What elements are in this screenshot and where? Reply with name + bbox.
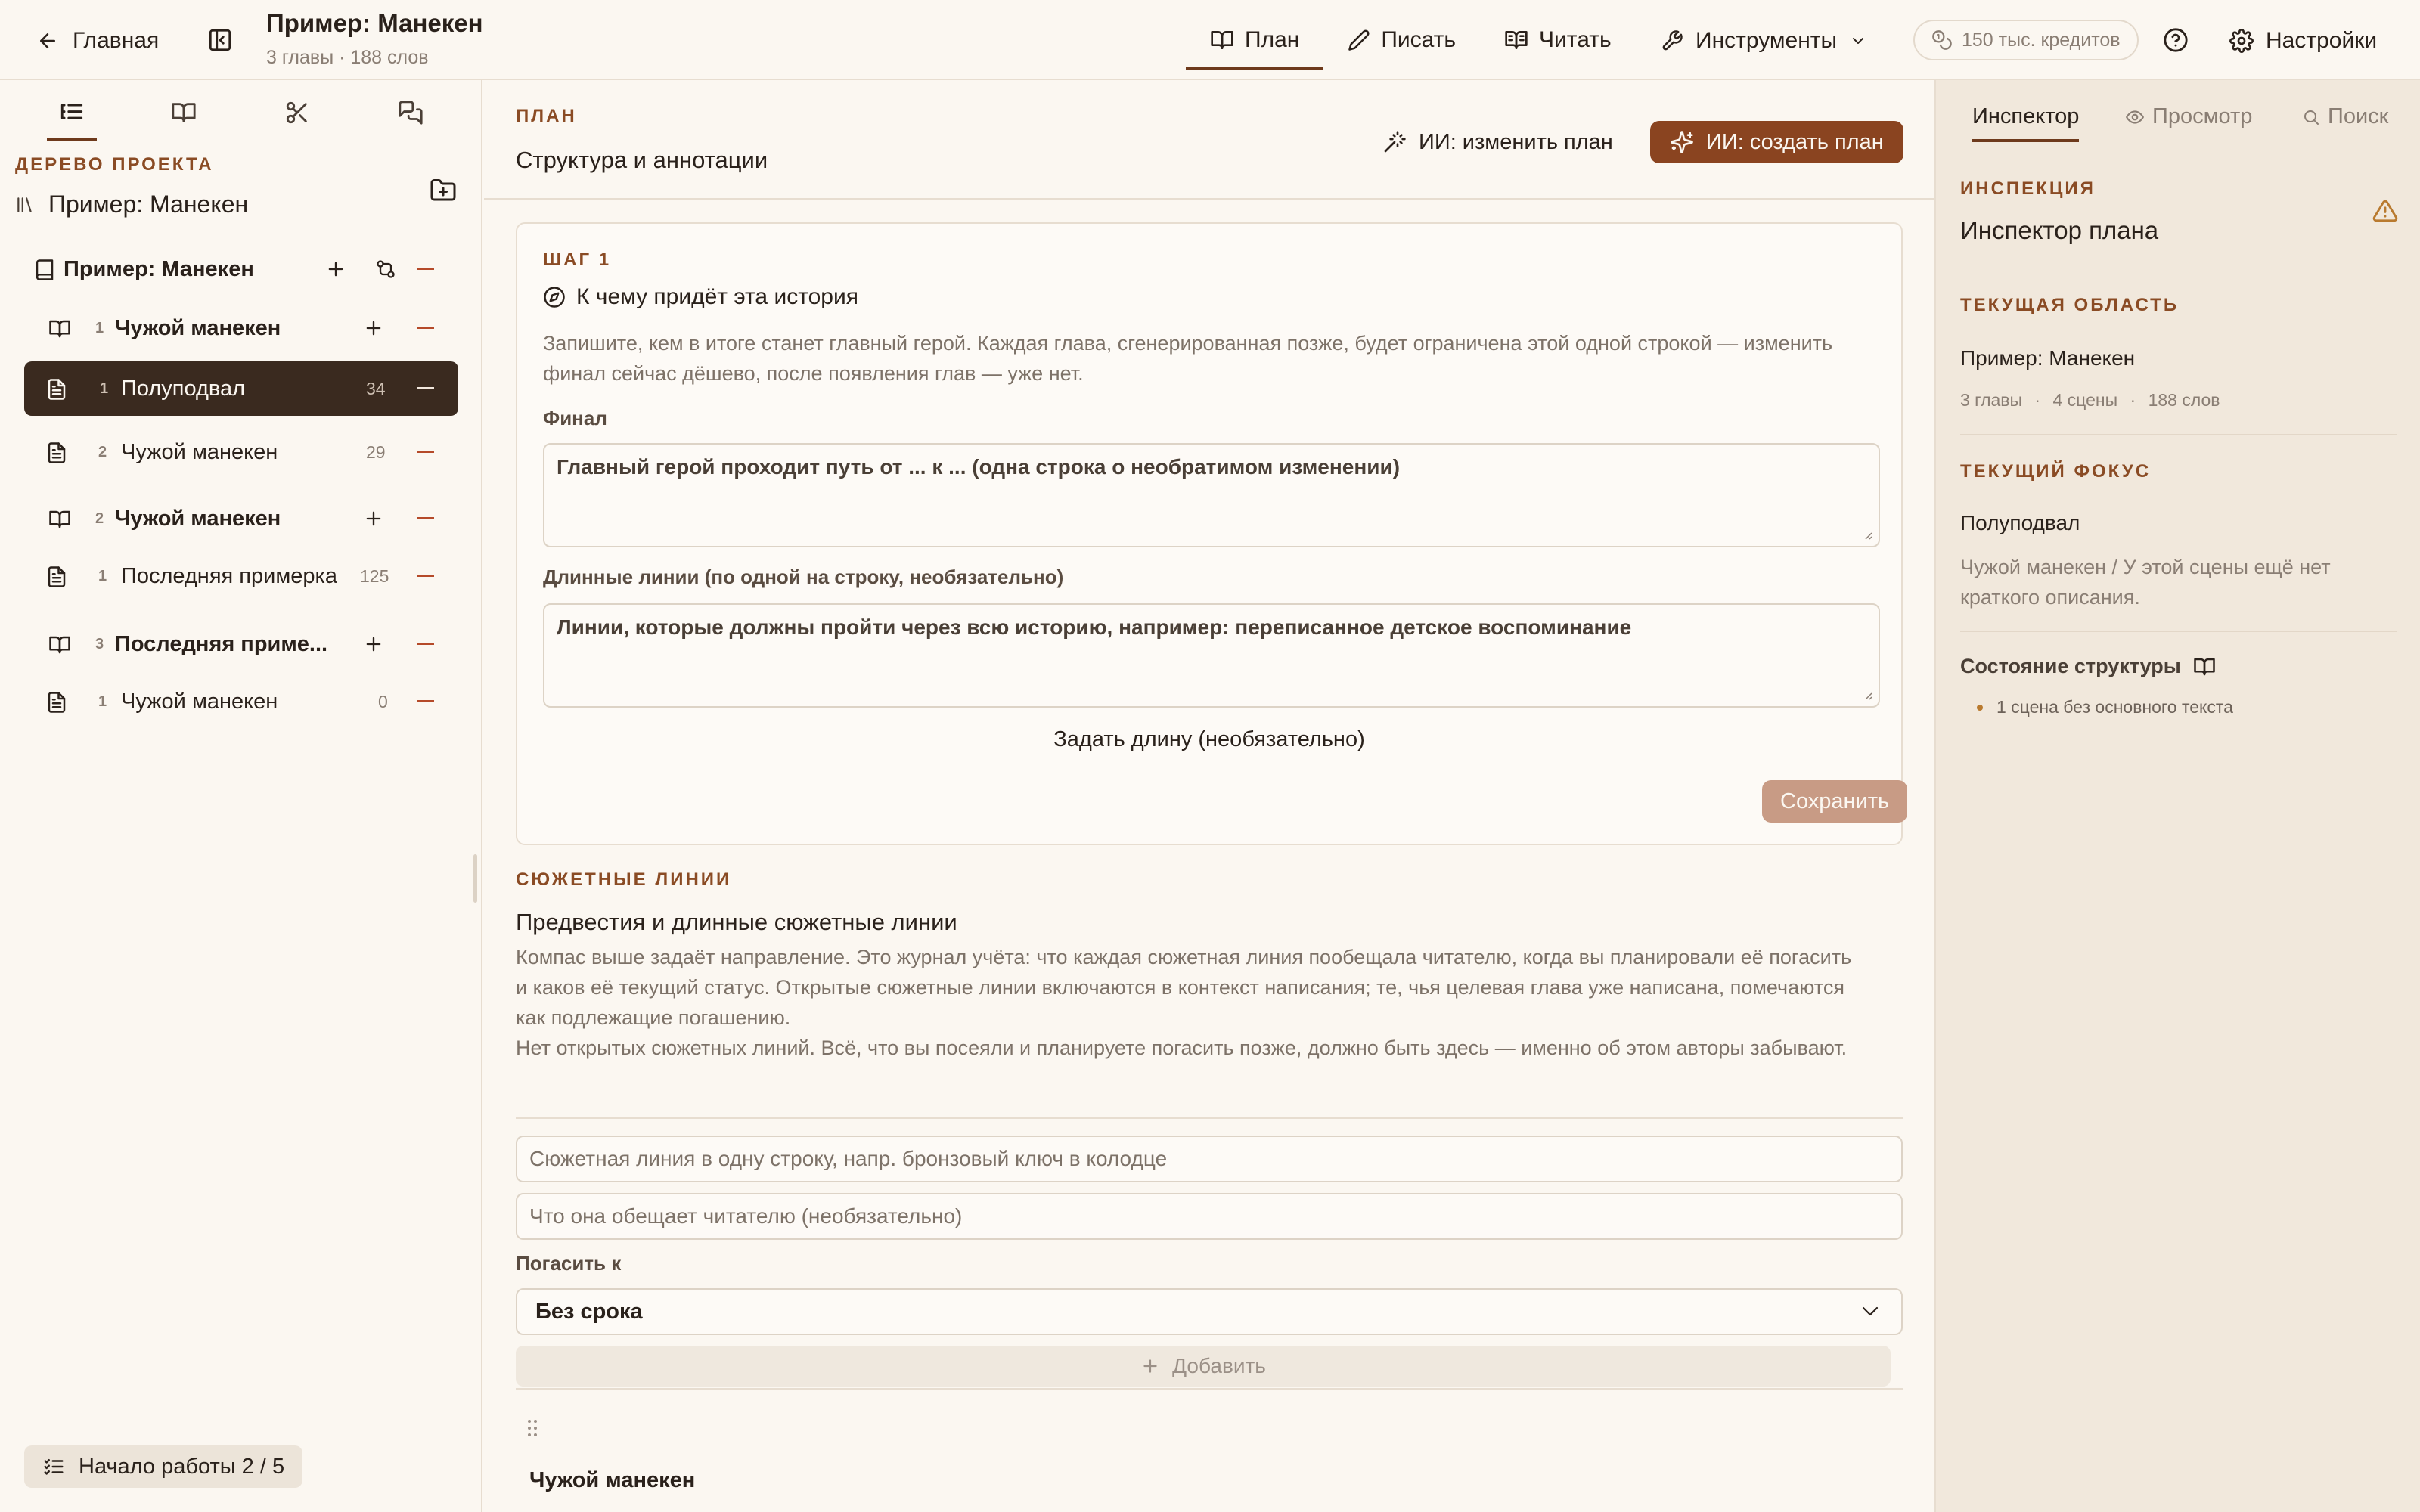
remove-icon[interactable] xyxy=(417,643,434,645)
home-label: Главная xyxy=(73,28,160,53)
help-icon[interactable] xyxy=(2163,27,2189,53)
tree-label: ДЕРЕВО ПРОЕКТА xyxy=(15,154,214,175)
scope-name: Пример: Манекен xyxy=(1960,346,2136,370)
plus-icon xyxy=(1140,1356,1160,1376)
divider xyxy=(516,1388,1903,1390)
thread-input[interactable] xyxy=(516,1136,1903,1182)
payoff-label: Погасить к xyxy=(516,1252,622,1275)
add-label: Добавить xyxy=(1172,1354,1266,1377)
chat-icon xyxy=(398,100,424,125)
remove-icon[interactable] xyxy=(417,387,434,389)
thread-placeholder: Сюжетная линия в одну строку, напр. бронзовый ключ в колодце xyxy=(529,1147,1168,1170)
tree-scene[interactable] xyxy=(24,674,458,729)
chapter-label: Чужой манекен xyxy=(115,315,281,340)
remove-icon[interactable] xyxy=(417,517,434,519)
tab-inspector[interactable] xyxy=(1972,104,2079,129)
add-scene-icon[interactable] xyxy=(363,634,384,655)
scope-eyebrow: ТЕКУЩАЯ ОБЛАСТЬ xyxy=(1960,295,2180,315)
step-card xyxy=(516,222,1903,845)
mode-tabs xyxy=(1186,0,1636,80)
top-bar xyxy=(0,0,2420,80)
tree-chapter[interactable] xyxy=(24,491,458,546)
book-open-icon xyxy=(48,508,71,531)
new-folder-icon[interactable] xyxy=(430,177,457,204)
payoff-select[interactable] xyxy=(516,1288,1903,1335)
book-open-icon xyxy=(2193,655,2216,678)
inspection-eyebrow: ИНСПЕКЦИЯ xyxy=(1960,178,2096,199)
ending-placeholder: Главный герой проходит путь от ... к ... (одна строка о необратимом изменении) xyxy=(557,455,1401,479)
step-hint: Запишите, кем в итоге станет главный герой. Каждая глава, сгенерированная позже, будет ограничена этой одной строкой — изменить финал сейчас дёшево, после появления глав — уже нет. xyxy=(543,332,1833,385)
book-open-icon xyxy=(1210,28,1234,52)
focus-description: Чужой манекен / У этой сцены ещё нет краткого описания. xyxy=(1960,556,2331,609)
credits-badge[interactable] xyxy=(1913,20,2139,60)
threads-description xyxy=(516,942,1862,1063)
tab-read[interactable] xyxy=(1480,0,1636,80)
plan-main xyxy=(484,80,1934,1512)
word-count: 34 xyxy=(366,378,386,398)
sidebar-tabs xyxy=(0,80,482,151)
ai-create-plan-button[interactable] xyxy=(1650,121,1903,163)
add-scene-icon[interactable] xyxy=(363,508,384,529)
sparkles-icon xyxy=(1670,130,1694,154)
tab-preview-label: Просмотр xyxy=(2152,104,2253,129)
step-question-label: К чему придёт эта история xyxy=(576,284,858,309)
tab-book[interactable] xyxy=(171,100,197,125)
structure-issue-label: 1 сцена без основного текста xyxy=(1996,697,2233,717)
remove-icon[interactable] xyxy=(417,451,434,453)
add-scene-icon[interactable] xyxy=(363,318,384,339)
inspector-panel xyxy=(1934,80,2420,1512)
tree-chapter[interactable] xyxy=(24,301,458,355)
chevron-down-icon xyxy=(1862,1306,1879,1317)
scissors-icon xyxy=(284,100,310,125)
tree-root[interactable] xyxy=(15,191,248,218)
scene-label: Последняя примерка xyxy=(121,563,337,588)
tree-scene[interactable] xyxy=(24,425,458,479)
tab-plan[interactable] xyxy=(1186,0,1323,80)
divider xyxy=(1960,434,2397,435)
book-open-icon xyxy=(48,634,71,656)
scope-stats: 3 главы · 4 сцены · 188 слов xyxy=(1960,390,2220,410)
scene-label: Полуподвал xyxy=(121,376,246,401)
onboarding-button[interactable] xyxy=(24,1445,302,1488)
lines-placeholder: Линии, которые должны пройти через всю историю, например: переписанное детское воспоминание xyxy=(557,615,1632,639)
tree-book[interactable] xyxy=(24,242,458,296)
issue-bullet xyxy=(1977,705,1983,711)
divider xyxy=(1960,631,2397,632)
project-title: Пример: Манекен xyxy=(266,9,483,37)
document-icon xyxy=(45,442,68,464)
warning-icon[interactable] xyxy=(2372,198,2399,224)
long-lines-field[interactable] xyxy=(543,603,1880,708)
inspector-tabs xyxy=(1936,80,2420,148)
tree-chapter[interactable] xyxy=(24,617,458,671)
tab-preview[interactable] xyxy=(2125,104,2252,129)
scope-chapters: 3 главы xyxy=(1960,390,2023,410)
scene-number: 1 xyxy=(100,380,109,397)
divider xyxy=(516,1117,1903,1119)
onboarding-label: Начало работы 2 / 5 xyxy=(79,1454,285,1479)
arrow-left-icon xyxy=(36,29,59,52)
tab-read-label: Читать xyxy=(1539,27,1612,52)
settings-button[interactable] xyxy=(2229,23,2377,59)
plan-eyebrow: ПЛАН xyxy=(516,106,577,126)
payoff-value: Без срока xyxy=(535,1299,643,1324)
inspector-title: Инспектор плана xyxy=(1960,216,2159,244)
home-button[interactable] xyxy=(36,23,159,59)
tab-search[interactable] xyxy=(2302,104,2388,129)
promise-placeholder: Что она обещает читателю (необязательно) xyxy=(529,1204,963,1228)
outline-icon xyxy=(59,100,85,125)
set-length-button[interactable]: Задать длину (необязательно) xyxy=(1053,727,1365,751)
word-count: 29 xyxy=(366,442,386,462)
gear-icon xyxy=(2229,29,2254,53)
tree-book-label: Пример: Манекен xyxy=(64,256,254,281)
wrench-icon xyxy=(1661,29,1683,52)
threads-title: Предвестия и длинные сюжетные линии xyxy=(516,909,957,935)
chapter-number: 3 xyxy=(95,635,104,652)
tools-label: Инструменты xyxy=(1696,28,1838,53)
add-thread-button[interactable] xyxy=(516,1346,1891,1387)
tree-root-label: Пример: Манекен xyxy=(48,191,249,218)
settings-label: Настройки xyxy=(2266,28,2378,53)
tree-scene[interactable] xyxy=(24,361,458,416)
compass-icon xyxy=(543,286,566,308)
checklist-icon xyxy=(42,1455,65,1478)
focus-name: Полуподвал xyxy=(1960,511,2080,534)
tab-chat[interactable] xyxy=(398,100,424,125)
document-icon xyxy=(45,378,68,401)
library-icon xyxy=(15,195,35,215)
sidebar-resize-handle[interactable] xyxy=(473,854,477,903)
tab-inspector-label: Инспектор xyxy=(1972,104,2080,129)
chevron-down-icon xyxy=(1849,32,1867,50)
project-sidebar xyxy=(0,80,482,1512)
chapter-label: Последняя приме... xyxy=(115,631,328,656)
ai-edit-label: ИИ: изменить план xyxy=(1419,129,1613,154)
tools-menu[interactable] xyxy=(1661,23,1867,59)
save-button[interactable]: Сохранить xyxy=(1762,780,1907,823)
credits-label: 150 тыс. кредитов xyxy=(1962,29,2121,51)
plan-header xyxy=(484,80,1934,200)
sidebar-toggle-icon[interactable] xyxy=(207,27,233,53)
focus-eyebrow: ТЕКУЩИЙ ФОКУС xyxy=(1960,461,2152,482)
step-question xyxy=(543,284,858,310)
scope-words: 188 слов xyxy=(2148,390,2220,410)
ai-edit-plan-button[interactable] xyxy=(1382,121,1613,163)
scope-scenes: 4 сцены xyxy=(2052,390,2118,410)
resize-grip-icon[interactable] xyxy=(1862,689,1872,700)
remove-icon[interactable] xyxy=(417,700,434,702)
scene-number: 1 xyxy=(98,567,107,584)
tree-scene[interactable] xyxy=(24,549,458,603)
book-icon xyxy=(171,100,197,125)
coins-icon xyxy=(1931,29,1953,51)
promise-input[interactable] xyxy=(516,1193,1903,1240)
tab-write-label: Писать xyxy=(1381,27,1457,52)
tab-outline[interactable] xyxy=(59,100,85,125)
chapter-number: 2 xyxy=(95,510,104,527)
threads-desc-empty: Нет открытых сюжетных линий. Всё, что вы посеяли и планируете погасить позже, должно быть здесь — именно об этом авторы забывают. xyxy=(516,1036,1848,1059)
tab-search-label: Поиск xyxy=(2328,104,2389,129)
remove-icon[interactable] xyxy=(417,575,434,577)
remove-icon[interactable] xyxy=(417,268,434,270)
document-icon xyxy=(45,691,68,714)
book-open-icon xyxy=(48,318,71,340)
threads-eyebrow: СЮЖЕТНЫЕ ЛИНИИ xyxy=(516,869,732,890)
tab-write[interactable] xyxy=(1323,0,1480,80)
word-count: 125 xyxy=(360,565,389,586)
pencil-icon xyxy=(1348,29,1370,51)
scene-label: Чужой манекен xyxy=(121,689,278,714)
structure-status xyxy=(1960,655,2216,678)
reorder-icon[interactable] xyxy=(375,259,396,280)
book-reader-icon xyxy=(1504,28,1528,52)
structure-label: Состояние структуры xyxy=(1960,655,2181,677)
page-title: Структура и аннотации xyxy=(516,147,768,173)
chapter-label: Чужой манекен xyxy=(115,506,281,531)
scene-label: Чужой манекен xyxy=(121,439,278,464)
step-eyebrow: ШАГ 1 xyxy=(543,249,612,270)
ending-field[interactable] xyxy=(543,443,1880,547)
scene-number: 1 xyxy=(98,692,107,710)
scene-number: 2 xyxy=(98,443,107,460)
remove-icon[interactable] xyxy=(417,327,434,329)
resize-grip-icon[interactable] xyxy=(1862,529,1872,540)
tab-cut[interactable] xyxy=(284,100,310,125)
add-chapter-icon[interactable] xyxy=(325,259,346,280)
search-icon xyxy=(2302,108,2320,126)
magic-wand-icon xyxy=(1382,130,1407,154)
chapter-number: 1 xyxy=(95,319,104,336)
drag-handle-icon[interactable] xyxy=(526,1418,538,1438)
word-count: 0 xyxy=(378,691,388,711)
tab-plan-label: План xyxy=(1245,27,1300,52)
lines-label: Длинные линии (по одной на строку, необязательно) xyxy=(543,565,1064,588)
thread-item-title: Чужой манекен xyxy=(529,1468,696,1492)
ai-create-label: ИИ: создать план xyxy=(1706,129,1884,154)
project-meta: 3 главы · 188 слов xyxy=(266,47,429,68)
threads-desc-ledger: Компас выше задаёт направление. Это журнал учёта: что каждая сюжетная линия пообещала читателю, когда вы планировали её погасить и каков её текущий статус. Открытые сюжетные линии включаются в контекст написания; те, чья целевая глава уже написана, помечаются как подлежащие погашению. xyxy=(516,946,1852,1029)
ending-label: Финал xyxy=(543,407,607,429)
document-icon xyxy=(45,565,68,588)
eye-icon xyxy=(2125,107,2145,127)
structure-issue[interactable] xyxy=(1977,697,2233,717)
book-icon xyxy=(33,259,56,281)
